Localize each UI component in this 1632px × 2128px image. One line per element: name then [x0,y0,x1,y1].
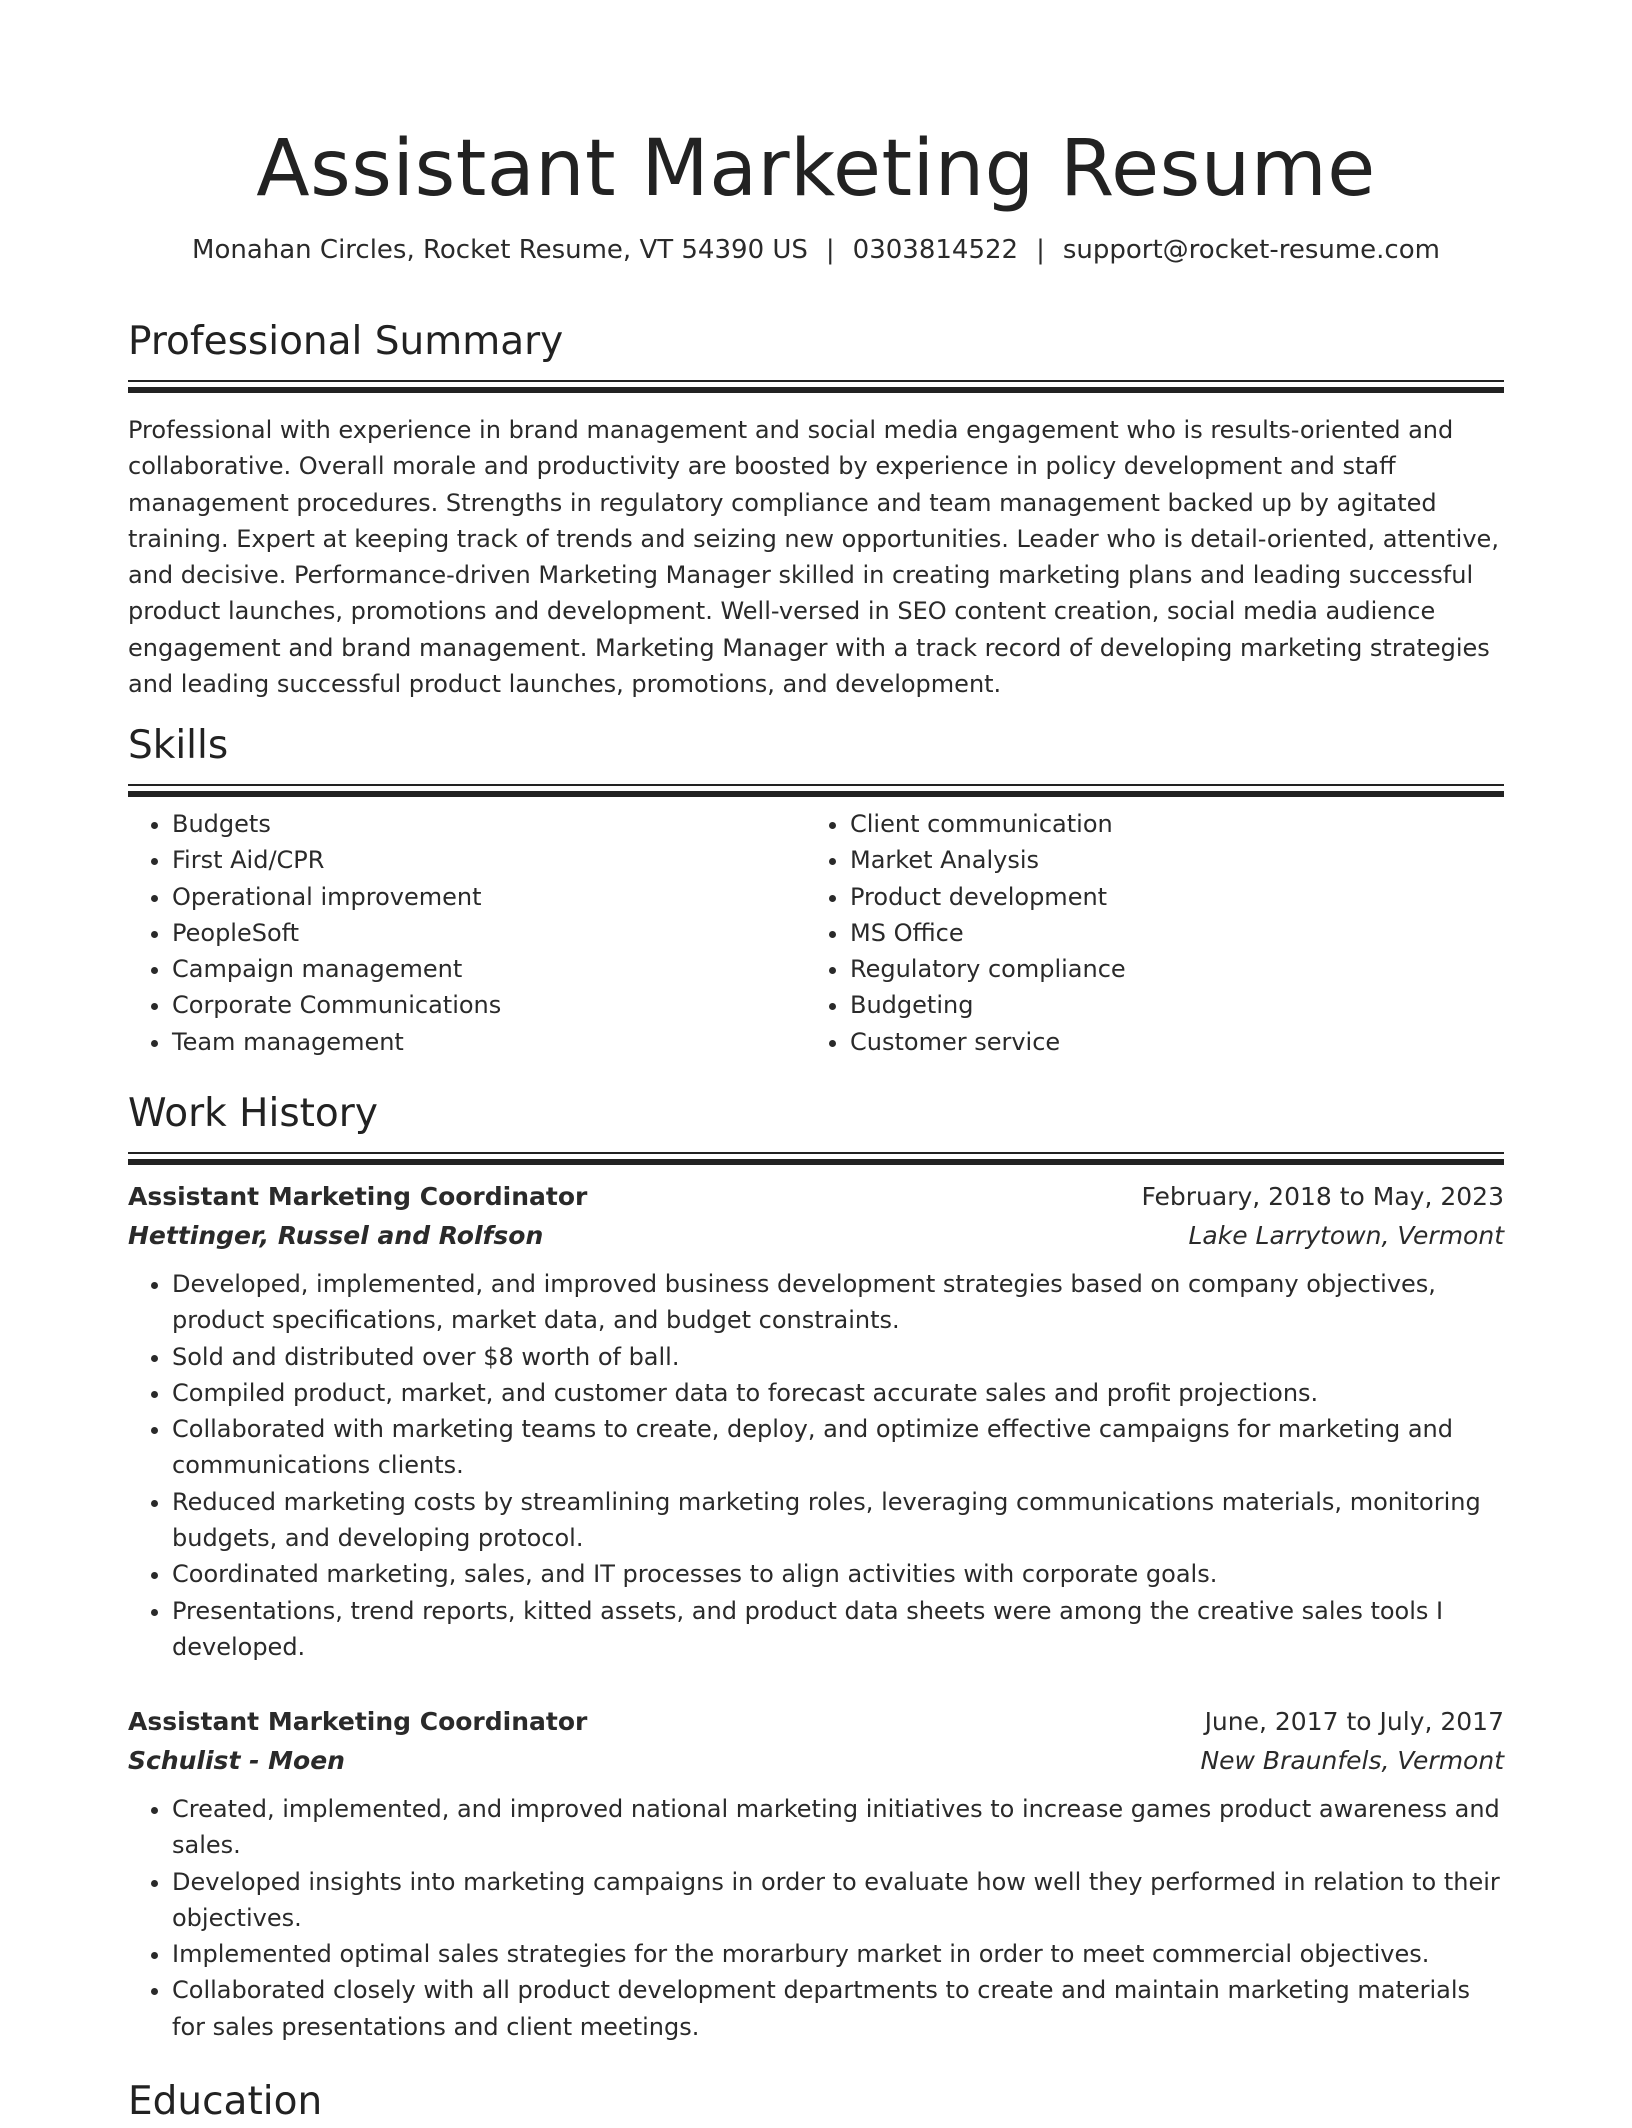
skill-item: • PeopleSoft [172,915,806,951]
job-dates: February, 2018 to May, 2023 [1141,1182,1504,1211]
job-bullet: • Collaborated closely with all product development departments to create and maintain marketing materials for sales presentations and client meetings. [172,1972,1504,2045]
contact-email: support@rocket-resume.com [1062,235,1440,265]
skills-section [128,720,1504,1060]
skills-heading: Skills [128,723,229,768]
education-section [128,2076,1504,2128]
summary-heading: Professional Summary [128,319,564,364]
job-header [128,1178,1504,1216]
skills-columns [128,806,1504,1060]
job-location: New Braunfels, Vermont [1200,1746,1504,1775]
job-bullet: • Presentations, trend reports, kitted assets, and product data sheets were among the creative sales tools I developed. [172,1593,1504,1666]
skill-item: • Budgets [172,806,806,842]
job-dates: June, 2017 to July, 2017 [1204,1707,1504,1736]
job-header [128,1703,1504,1741]
section-divider [128,784,1504,786]
skills-list-left [128,806,806,1060]
skill-item: • Client communication [850,806,1484,842]
resume-page [128,0,1504,2124]
job-company: Hettinger, Russel and Rolfson [128,1221,544,1250]
job-location: Lake Larrytown, Vermont [1188,1221,1504,1250]
skill-item: • Corporate Communications [172,987,806,1023]
job-bullet: • Reduced marketing costs by streamlining marketing roles, leveraging communications materials, monitoring budgets, and developing protocol. [172,1484,1504,1557]
job-bullet: • Developed insights into marketing campaigns in order to evaluate how well they performed in relation to their objectives. [172,1864,1504,1937]
job-bullet: • Sold and distributed over $8 worth of ball. [172,1339,1504,1375]
job-subheader [128,1216,1504,1256]
skill-item: • Campaign management [172,951,806,987]
contact-line [128,232,1504,268]
contact-separator: | [1036,235,1045,265]
job-entry [128,1178,1504,1665]
skill-item: • Operational improvement [172,879,806,915]
skills-list-right [806,806,1484,1060]
skill-item: • First Aid/CPR [172,842,806,878]
section-divider [128,380,1504,382]
summary-section [128,316,1504,702]
job-title: Assistant Marketing Coordinator [128,1182,588,1211]
job-entry [128,1703,1504,2045]
job-bullet: • Developed, implemented, and improved business development strategies based on company objectives, product specifications, market data, and budget constraints. [172,1266,1504,1339]
skill-item: • Market Analysis [850,842,1484,878]
contact-phone: 0303814522 [852,235,1019,265]
section-divider [128,1152,1504,1154]
job-bullet: • Coordinated marketing, sales, and IT processes to align activities with corporate goals. [172,1556,1504,1592]
page-title: Assistant Marketing Resume [256,124,1376,214]
job-bullets [128,1791,1504,2045]
summary-text: Professional with experience in brand management and social media engagement who is results-oriented and collaborative. Overall morale and productivity are boosted by experience in policy development and staff management procedures. Strengths in regulatory compliance and team management backed up by agitated training. Expert at keeping track of trends and seizing new opportunities. Leader who is detail-oriented, attentive, and decisive. Performance-driven Marketing Manager skilled in creating marketing plans and leading successful product launches, promotions and development. Well-versed in SEO content creation, social media audience engagement and brand management. Marketing Manager with a track record of developing marketing strategies and leading successful product launches, promotions, and development. [128,416,1499,699]
work-history-heading: Work History [128,1091,378,1136]
skill-item: • Product development [850,879,1484,915]
education-heading: Education [128,2079,323,2124]
skill-item: • Customer service [850,1024,1484,1060]
work-history-section [128,1088,1504,1154]
skill-item: • MS Office [850,915,1484,951]
job-bullets [128,1266,1504,1665]
job-subheader [128,1741,1504,1781]
job-bullet: • Implemented optimal sales strategies for the morarbury market in order to meet commercial objectives. [172,1936,1504,1972]
job-bullet: • Created, implemented, and improved national marketing initiatives to increase games product awareness and sales. [172,1791,1504,1864]
job-bullet: • Compiled product, market, and customer data to forecast accurate sales and profit projections. [172,1375,1504,1411]
job-title: Assistant Marketing Coordinator [128,1707,588,1736]
job-company: Schulist - Moen [128,1746,345,1775]
job-bullet: • Collaborated with marketing teams to create, deploy, and optimize effective campaigns for marketing and communications clients. [172,1411,1504,1484]
skill-item: • Team management [172,1024,806,1060]
skill-item: • Regulatory compliance [850,951,1484,987]
contact-separator: | [825,235,835,265]
contact-address: Monahan Circles, Rocket Resume, VT 54390 US [192,235,808,265]
skill-item: • Budgeting [850,987,1484,1023]
